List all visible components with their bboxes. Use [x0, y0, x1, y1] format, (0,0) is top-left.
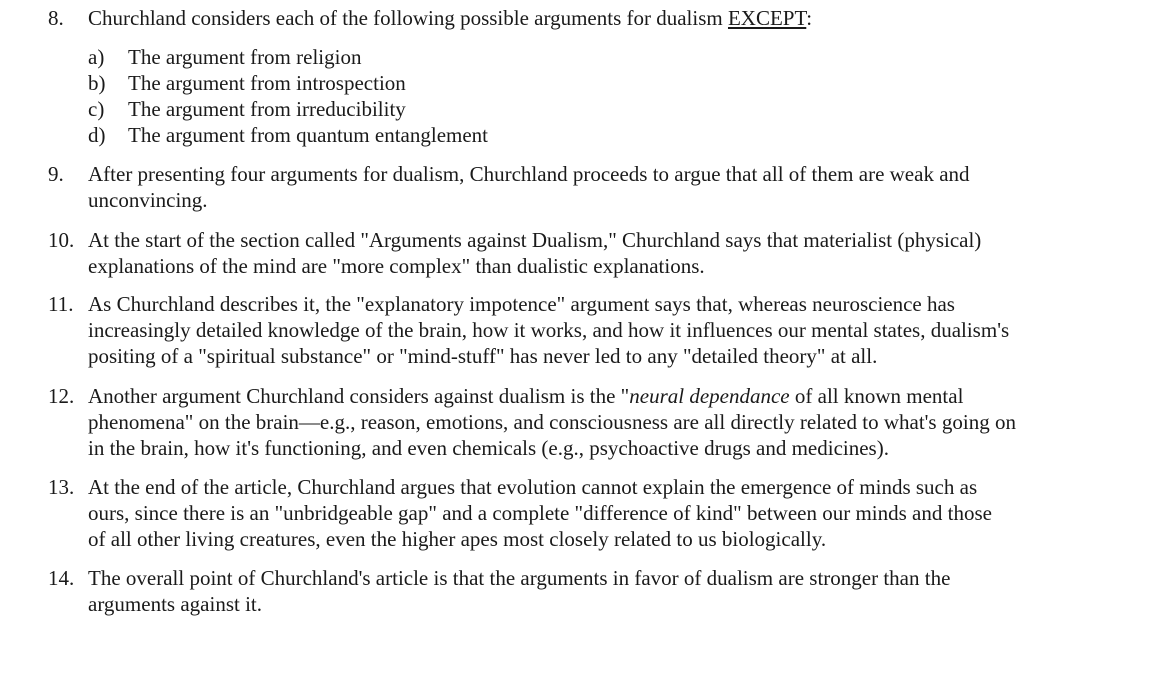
question-text [88, 474, 1118, 552]
option-text: The argument from quantum entanglement [128, 123, 489, 147]
option-text: The argument from religion [128, 45, 362, 69]
option-letter: c) [88, 97, 105, 121]
text-line [88, 383, 1118, 409]
text-line: in the brain, how it's functioning, and even chemicals (e.g., psychoactive drugs and medicines). [88, 436, 889, 460]
question-number: 13. [48, 475, 75, 499]
question-text-part: : [806, 6, 813, 30]
question-number: 11. [48, 292, 74, 316]
option-letter: d) [88, 123, 106, 147]
text-line: phenomena" on the brain—e.g., reason, emotions, and consciousness are all directly related to what's going on [88, 410, 1016, 434]
question-number: 14. [48, 566, 75, 590]
underlined-word: EXCEPT [727, 6, 807, 30]
text-line: explanations of the mind are "more complex" than dualistic explanations. [88, 254, 705, 278]
option-letter: b) [88, 71, 106, 95]
text-line: After presenting four arguments for dualism, Churchland proceeds to argue that all of them are weak and [88, 162, 970, 186]
text-line: ours, since there is an "unbridgeable gap" and a complete "difference of kind" between our minds and those [88, 501, 992, 525]
italic-phrase: neural dependance [629, 384, 790, 408]
text-part: of all known mental [789, 384, 964, 408]
question-text [88, 291, 1118, 369]
question-number: 12. [48, 384, 75, 408]
text-line: positing of a "spiritual substance" or "mind-stuff" has never led to any "detailed theory" at all. [88, 344, 878, 368]
text-line: arguments against it. [88, 592, 262, 616]
text-line: of all other living creatures, even the higher apes most closely related to us biologically. [88, 527, 827, 551]
text-part: Another argument Churchland considers against dualism is the " [88, 384, 630, 408]
text-line: The overall point of Churchland's article is that the arguments in favor of dualism are stronger than the [88, 566, 951, 590]
text-line: At the end of the article, Churchland argues that evolution cannot explain the emergence of minds such as [88, 475, 978, 499]
question-text [88, 5, 1118, 31]
text-line: At the start of the section called "Arguments against Dualism," Churchland says that materialist (physical) [88, 228, 982, 252]
question-text-part: Churchland considers each of the following possible arguments for dualism [88, 6, 728, 30]
text-line: As Churchland describes it, the "explanatory impotence" argument says that, whereas neuroscience has [88, 292, 955, 316]
question-text [88, 565, 1118, 617]
question-text [88, 383, 1118, 461]
text-line: increasingly detailed knowledge of the brain, how it works, and how it influences our mental states, dualism's [88, 318, 1010, 342]
question-number: 10. [48, 228, 75, 252]
question-number: 9. [48, 162, 64, 186]
question-text [88, 161, 1118, 213]
text-line: unconvincing. [88, 188, 208, 212]
option-letter: a) [88, 45, 105, 69]
question-text [88, 227, 1118, 279]
option-text: The argument from introspection [128, 71, 406, 95]
question-number: 8. [48, 6, 64, 30]
option-text: The argument from irreducibility [128, 97, 406, 121]
